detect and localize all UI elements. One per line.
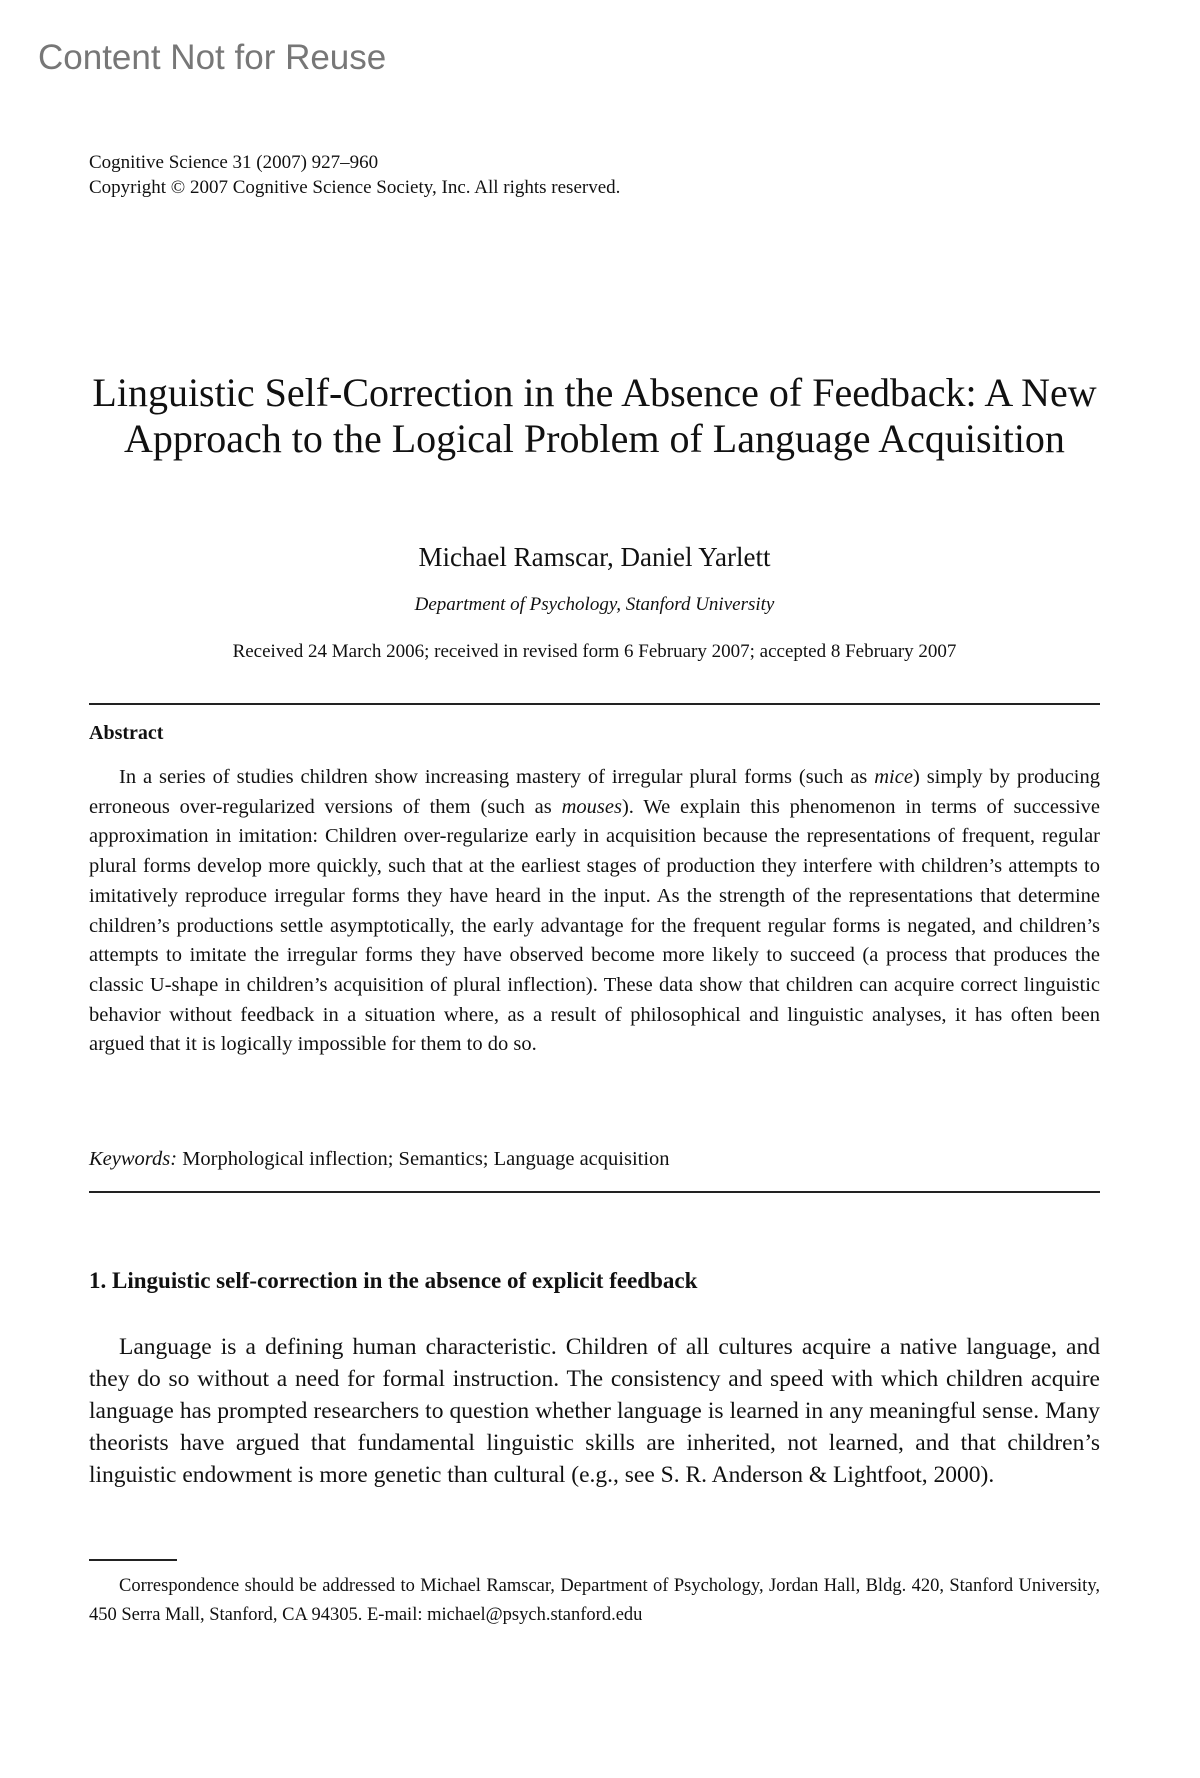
affiliation: Department of Psychology, Stanford University <box>414 594 775 615</box>
divider-bottom <box>89 1191 1100 1193</box>
copyright-notice: Copyright © 2007 Cognitive Science Society, Inc. All rights reserved. <box>89 177 621 198</box>
authors: Michael Ramscar, Daniel Yarlett <box>418 542 771 572</box>
watermark: Content Not for Reuse <box>38 38 387 77</box>
abstract-emphasis: mice <box>874 766 913 788</box>
divider-top <box>89 703 1100 705</box>
abstract-text <box>89 763 1100 1060</box>
abstract-part: ) simply by producing erroneous over-regularized versions of them (such as <box>89 766 1100 818</box>
keywords-value: Morphological inflection; Semantics; Language acquisition <box>177 1148 670 1170</box>
footnote-rule <box>89 1559 177 1561</box>
abstract-part: ). We explain this phenomenon in terms of successive approximation in imitation: Children over-regularize early in acquisition because the representations of frequent, regular plural forms develop more quickly, such that at the earliest stages of production they interfere with children’s attempts to imitatively reproduce irregular forms they have heard in the input. As the strength of the representations that determine children’s productions settle asymptotically, the early advantage for the frequent regular forms is negated, and children’s attempts to imitate the irregular forms they have observed become more likely to succeed (a process that produces the classic U-shape in children’s acquisition of plural inflection). These data show that children can acquire correct linguistic behavior without feedback in a situation where, as a result of philosophical and linguistic analyses, it has often been argued that it is logically impossible for them to do so. <box>89 795 1100 1056</box>
section-body: Language is a defining human characteristic. Children of all cultures acquire a native language, and they do so without a need for formal instruction. The consistency and speed with which children acquire language has prompted researchers to question whether language is learned in any meaningful sense. Many theorists have argued that fundamental linguistic skills are inherited, not learned, and that children’s linguistic endowment is more genetic than cultural (e.g., see S. R. Anderson & Lightfoot, 2000). <box>89 1334 1100 1488</box>
abstract-part: In a series of studies children show increasing mastery of irregular plural forms (such as <box>119 766 875 788</box>
received-dates: Received 24 March 2006; received in revised form 6 February 2007; accepted 8 February 2007 <box>232 641 957 662</box>
keywords-label: Keywords: <box>89 1148 178 1170</box>
keywords <box>89 1148 670 1171</box>
section-heading: 1. Linguistic self-correction in the absence of explicit feedback <box>89 1268 698 1293</box>
paper-title: Linguistic Self-Correction in the Absence of Feedback: A New Approach to the Logical Problem of Language Acquisition <box>92 370 1097 461</box>
journal-citation: Cognitive Science 31 (2007) 927–960 <box>89 152 379 173</box>
abstract-emphasis: mouses <box>561 795 622 818</box>
journal-header <box>89 150 620 200</box>
footnote: Correspondence should be addressed to Michael Ramscar, Department of Psychology, Jordan Hall, Bldg. 420, Stanford University, 450 Serra Mall, Stanford, CA 94305. E-mail: michael@psych.stanford.edu <box>89 1576 1100 1625</box>
abstract-heading: Abstract <box>89 722 164 744</box>
